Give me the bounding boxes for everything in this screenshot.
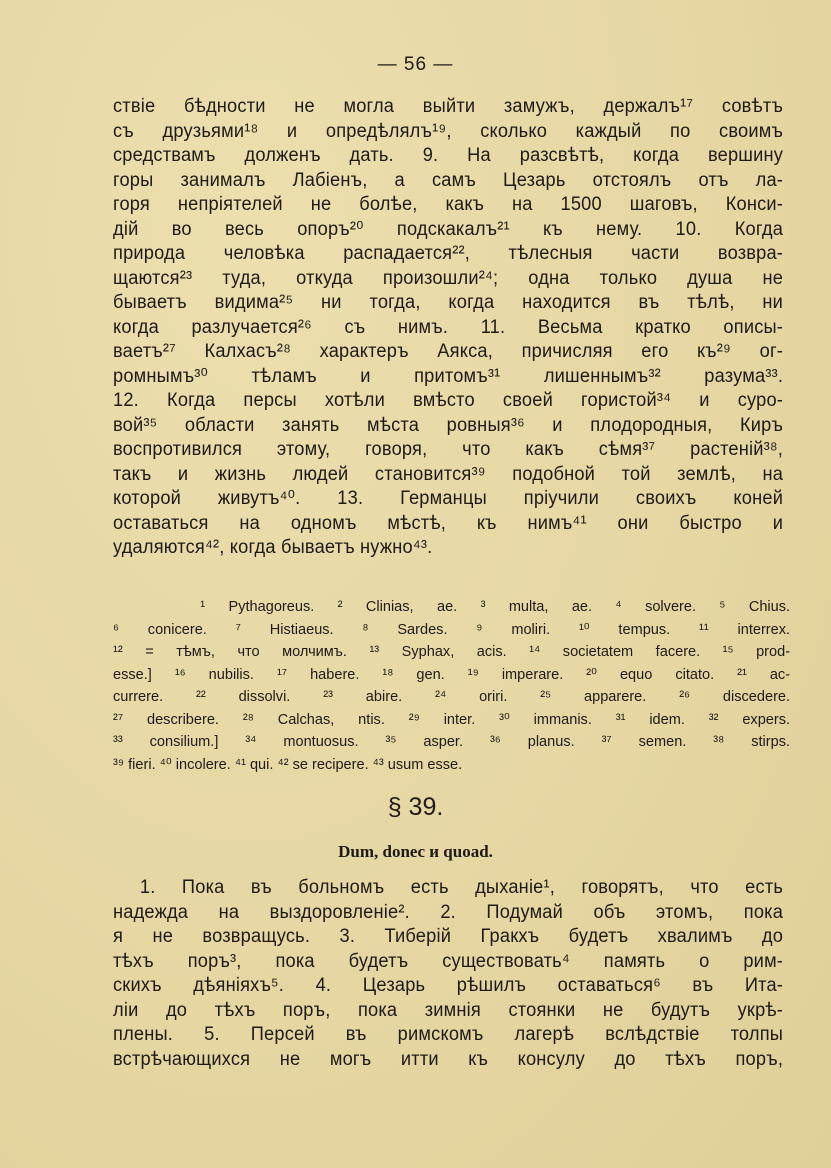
text-line: горы занималъ Лабіенъ, а самъ Цезарь отстоялъ отъ ла-: [113, 169, 784, 191]
text-line: когда разлучается²⁶ съ нимъ. 11. Весьма кратко описы-: [113, 316, 784, 338]
text-line: ствіе бѣдности не могла выйти замужъ, держалъ¹⁷ совѣтъ: [113, 96, 784, 117]
footnote-line: currere. ²² dissolvi. ²³ abire. ²⁴ oriri. ²⁵ apparere. ²⁶ discedere.: [113, 688, 791, 705]
text-line: ліи до тѣхъ поръ, пока зимнія стоянки не будутъ укрѣ-: [113, 999, 784, 1021]
text-line: такъ и жизнь людей становится³⁹ подобной той землѣ, на: [113, 463, 784, 485]
text-line: 1. Пока въ больномъ есть дыханіе¹, говорятъ, что есть: [139, 877, 784, 898]
text-line: ваетъ²⁷ Калхасъ²⁸ характеръ Аякса, причисляя его къ²⁹ ог-: [113, 341, 784, 362]
footnote-line: ⁶ conicere. ⁷ Histiaeus. ⁸ Sardes. ⁹ moliri. ¹⁰ tempus. ¹¹ interrex.: [113, 620, 791, 638]
footnote-line: ²⁷ describere. ²⁸ Calchas, ntis. ²⁹ inter. ³⁰ immanis. ³¹ idem. ³² expers.: [113, 710, 791, 728]
text-line: встрѣчающихся не могъ итти къ консулу до тѣхъ поръ,: [113, 1048, 784, 1070]
text-line: воспротивился этому, говоря, что какъ сѣмя³⁷ растеній³⁸,: [113, 439, 784, 460]
text-line: оставаться на одномъ мѣстѣ, къ нимъ⁴¹ они быстро и: [113, 512, 784, 534]
text-line: удаляются⁴², когда бываетъ нужно⁴³.: [113, 537, 433, 558]
main-text: [113, 95, 783, 561]
footnote-line: ³⁹ fieri. ⁴⁰ incolere. ⁴¹ qui. ⁴² se recipere. ⁴³ usum esse.: [113, 755, 463, 773]
text-line: средствамъ долженъ дать. 9. На разсвѣтѣ, когда вершину: [113, 145, 784, 166]
text-line: вой³⁵ области занять мѣста ровныя³⁶ и плодородныя, Киръ: [113, 414, 784, 436]
text-line: плены. 5. Персей въ римскомъ лагерѣ вслѣдствіе толпы: [113, 1024, 784, 1045]
section-number: § 39.: [387, 793, 444, 821]
footnote-line: esse.] ¹⁶ nubilis. ¹⁷ habere. ¹⁸ gen. ¹⁹ imperare. ²⁰ equo citato. ²¹ ac-: [113, 665, 791, 683]
text-line: съ друзьями¹⁸ и опредѣлялъ¹⁹, сколько каждый по своимъ: [113, 120, 784, 142]
text-line: которой живутъ⁴⁰. 13. Германцы пріучили своихъ коней: [113, 488, 784, 509]
text-line: природа человѣка распадается²², тѣлесныя части возвра-: [113, 243, 784, 264]
text-line: я не возвращусь. 3. Тиберій Гракхъ будетъ хвалимъ до: [113, 926, 784, 947]
text-line: бываетъ видима²⁵ ни тогда, когда находится въ тѣлѣ, ни: [113, 292, 784, 313]
section-text: [113, 876, 783, 1072]
text-line: ромнымъ³⁰ тѣламъ и притомъ³¹ лишеннымъ³² разума³³.: [113, 365, 784, 387]
footnote-line: ³³ consilium.] ³⁴ montuosus. ³⁵ asper. ³⁶ planus. ³⁷ semen. ³⁸ stirps.: [113, 733, 791, 750]
footnote-line: ¹ Pythagoreus. ² Clinias, ae. ³ multa, ae. ⁴ solvere. ⁵ Chius.: [200, 598, 791, 615]
text-line: скихъ дѣяніяхъ⁵. 4. Цезарь рѣшилъ оставаться⁶ въ Ита-: [113, 975, 784, 996]
text-line: щаются²³ туда, откуда произошли²⁴; одна только душа не: [113, 267, 784, 289]
text-line: горя непріятелей не болѣе, какъ на 1500 шаговъ, Конси-: [113, 194, 784, 215]
footnotes: [113, 596, 790, 776]
footnote-line: ¹² = тѣмъ, что молчимъ. ¹³ Syphax, acis. ¹⁴ societatem facere. ¹⁵ prod-: [113, 643, 791, 660]
text-line: надежда на выздоровленіе². 2. Подумай объ этомъ, пока: [113, 901, 784, 923]
text-line: 12. Когда персы хотѣли вмѣсто своей гористой³⁴ и суро-: [113, 390, 784, 411]
text-line: дій во весь опоръ²⁰ подскакалъ²¹ къ нему. 10. Когда: [113, 218, 784, 240]
page-number: — 56 —: [377, 54, 454, 75]
text-line: тѣхъ поръ³, пока будетъ существовать⁴ память о рим-: [113, 950, 784, 972]
section-title: Dum, donec и quoad.: [338, 842, 493, 861]
